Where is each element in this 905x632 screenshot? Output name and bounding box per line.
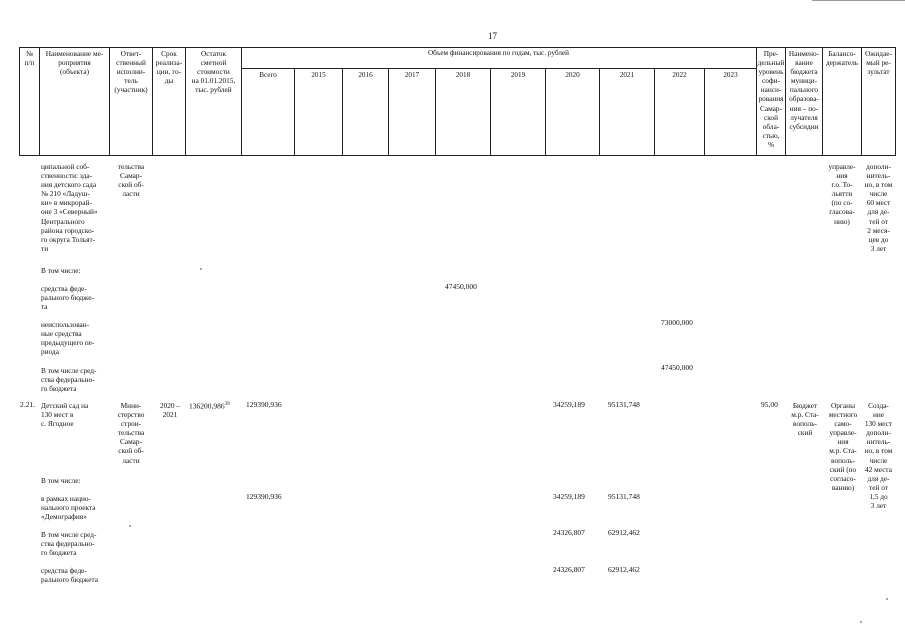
scan-speck <box>860 621 862 623</box>
row6-2020: 34259,189 <box>553 400 585 409</box>
col-border <box>241 47 242 156</box>
row6-total: 129390,936 <box>246 400 282 409</box>
page-number: 17 <box>488 31 497 41</box>
row6-2021: 95131,748 <box>608 400 640 409</box>
row1-name: ципальной соб- ственности: зда- ния детского сада № 210 «Ладуш- ки» в микрорай- оне 3 «Северный» Центрального района городско- го округа Тольят- ти <box>41 162 98 253</box>
row7-name: В том числе: <box>41 476 81 485</box>
header-responsible: Ответ- ственный исполни- тель (участник) <box>114 49 148 95</box>
header-total: Всего <box>259 71 277 79</box>
col-border <box>545 68 546 156</box>
financing-subheader-line <box>241 68 756 69</box>
header-remainder: Остаток сметной стоимости на 01.01.2015, тыс. рублей <box>191 49 236 95</box>
header-year-2022: 2022 <box>672 71 687 79</box>
header-limit: Пре- дельный уровень софи- нанси- рования Самар- ской обла- стью, % <box>757 49 785 149</box>
row3-2018: 47450,000 <box>445 282 477 291</box>
row3-name: средства феде- рального бюдже- та <box>41 284 94 312</box>
row6-remainder-value: 136200,986 <box>189 401 225 411</box>
header-year-2015: 2015 <box>311 71 326 79</box>
row1-holder: управле- ния г.о. То- льятти (по со- гласова- нию) <box>828 162 856 226</box>
row5-name: В том числе сред- ства федерально- го бюджета <box>41 366 97 394</box>
row6-holder: Органы местного само- управле- ния м.р. Ста- вополь- ский (по согласо- ванию) <box>828 401 858 492</box>
header-year-2017: 2017 <box>404 71 420 79</box>
header-year-2023: 2023 <box>723 71 738 79</box>
row6-limit: 95,00 <box>761 400 778 409</box>
row10-2020: 24326,807 <box>553 565 585 574</box>
top-edge-line <box>812 0 905 1</box>
col-border <box>654 68 655 156</box>
header-year-2018: 2018 <box>455 71 471 79</box>
row4-name: неиспользован- ные средства предыдущего пе- риода <box>41 320 95 357</box>
row4-2022: 73000,000 <box>661 318 693 327</box>
header-name: Наименование ме- роприятия (объекта) <box>45 49 104 77</box>
scan-speck <box>129 525 131 527</box>
col-border <box>342 68 343 156</box>
col-border <box>435 68 436 156</box>
header-bottom-border <box>19 155 896 156</box>
header-num: № п/п <box>24 49 35 68</box>
header-term: Срок реализа- ции, го- ды <box>155 49 183 86</box>
row8-2020: 34259,189 <box>553 492 585 501</box>
row6-remainder <box>189 400 230 411</box>
row6-budget: Бюджет м.р. Ста- вополь- ский <box>791 401 819 438</box>
header-top-border <box>19 47 896 48</box>
row6-num: 2.21. <box>20 400 35 409</box>
col-border <box>895 47 896 156</box>
row1-result: дополн- нитель- но, в том числе 60 мест для де- тей от 2 меся- цев до 3 лет <box>864 162 893 253</box>
scan-speck <box>886 598 888 600</box>
col-border <box>490 68 491 156</box>
row6-footnote: 39 <box>224 402 230 407</box>
header-year-2021: 2021 <box>619 71 635 79</box>
col-border <box>704 68 705 156</box>
row6-term: 2020 – 2021 <box>159 401 181 420</box>
row6-name: Детский сад на 130 мест в с. Ягодное <box>41 401 89 429</box>
row9-name: В том числе сред- ства федерально- го бюджета <box>41 530 97 558</box>
row5-2022: 47450,000 <box>661 363 693 372</box>
row9-2021: 62912,462 <box>608 528 640 537</box>
header-result: Ожидае- мый ре- зультат <box>865 49 892 77</box>
header-holder: Балансо- держатель <box>825 49 859 68</box>
row8-total: 129390,936 <box>246 492 282 501</box>
header-year-2016: 2016 <box>358 71 373 79</box>
row10-2021: 62912,462 <box>608 565 640 574</box>
col-border <box>599 68 600 156</box>
row2-name: В том числе: <box>41 266 81 275</box>
table-header <box>19 47 896 156</box>
row6-responsible: Мини- стерство строи- тельства Самар- ской об- ласти <box>117 401 145 465</box>
col-border <box>294 68 295 156</box>
col-border <box>388 68 389 156</box>
header-year-2020: 2020 <box>565 71 580 79</box>
row8-name: в рамках нацио- нального проекта «Демография» <box>41 494 96 522</box>
row9-2020: 24326,807 <box>553 528 585 537</box>
row10-name: средства феде- рального бюджета <box>41 566 98 585</box>
header-budget: Наимено- вание бюджета муници- пального образова- ния – по- лучателя субсидии <box>788 49 820 131</box>
row8-2021: 95131,748 <box>608 492 640 501</box>
header-year-2019: 2019 <box>510 71 526 79</box>
row6-result: Созда- ние 130 мест дополн- нитель- но, в том числе 42 места для де- тей от 1,5 до 3 лет <box>864 401 893 511</box>
header-financing: Объем финансирования по годам, тыс. рублей <box>427 49 570 57</box>
row1-responsible: тельства Самар- ской об- ласти <box>117 162 145 199</box>
scan-speck <box>200 268 202 270</box>
